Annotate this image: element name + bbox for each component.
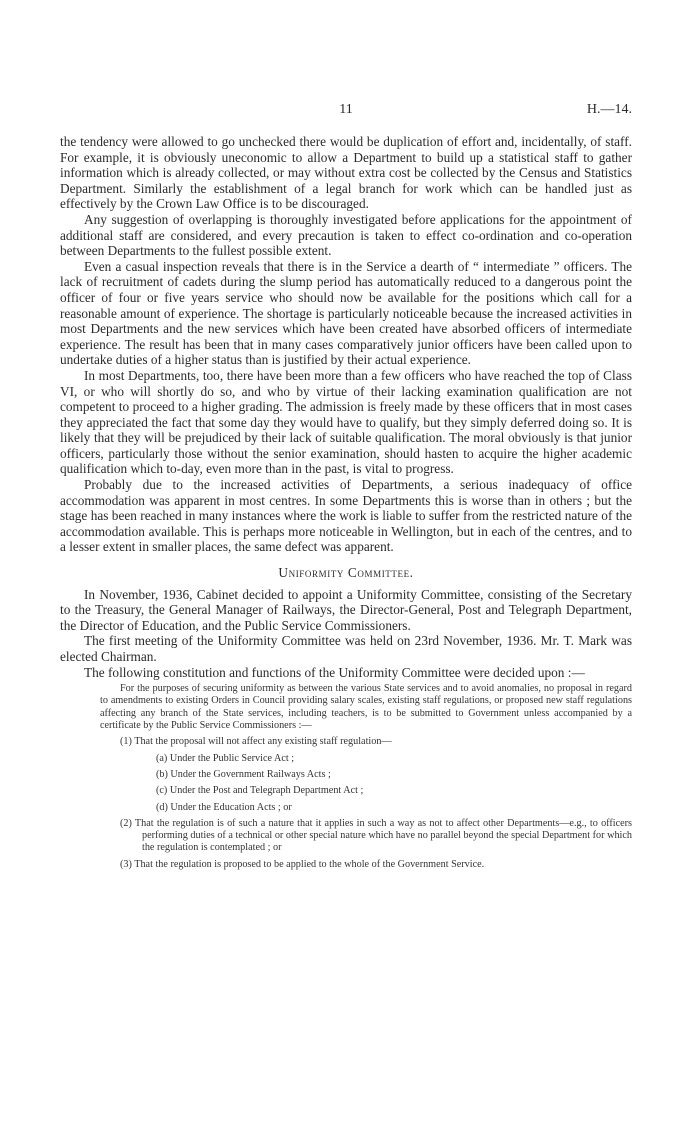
paragraph: The following constitution and functions of the Uniformity Committee were decided upon :— (84, 664, 585, 680)
quote-intro: For the purposes of securing uniformity as between the various State services and to avoid anomalies, no proposal in regard to amendments to existing Orders in Council providing salary scales, existing staff regulations, or proposed new staff regulations affecting any branch of the State services, including teachers, is to be submitted to Government unless accompanied by a certificate by the Public Service Commissioners :— (100, 683, 632, 732)
section-heading: Uniformity Committee. (278, 565, 414, 581)
paragraph: In most Departments, too, there have been more than a few officers who have reached the top of Class VI, or who will shortly do so, and who by virtue of their lacking examination qualification are not competent to proceed to a higher grading. The admission is freely made by these officers that in most cases they appreciated the fact that some day they would have to qualify, but they simply deferred doing so. It is likely that they will be prejudiced by their lack of suitable qualification. The moral obviously is that junior officers, particularly those without the senior examination, should hasten to acquire the higher academic qualification which to-day, even more than in the past, is vital to progress. (60, 367, 632, 477)
quoted-constitution (100, 683, 632, 871)
body-text (60, 134, 632, 871)
clause-1: (1) That the proposal will not affect any existing staff regulation— (120, 736, 392, 748)
subclause-d: (d) Under the Education Acts ; or (156, 801, 292, 813)
subclause-c: (c) Under the Post and Telegraph Department Act ; (156, 785, 364, 797)
paragraph: Any suggestion of overlapping is thoroughly investigated before applications for the appointment of additional staff are considered, and every precaution is taken to effect co-ordination and co-operation between Departments to the fullest possible extent. (60, 211, 632, 259)
clause-3: (3) That the regulation is proposed to be applied to the whole of the Government Service. (120, 858, 485, 870)
paragraph: Even a casual inspection reveals that there is in the Service a dearth of “ intermediate ” officers. The lack of recruitment of cadets during the slump period has automatically reduced to a dangerous point the officer of four or five years service who should now be available for the positions which call for a reasonable amount of experience. The shortage is particularly noticeable because the increased activities in most Departments and the new services which have been created have absorbed officers of intermediate experience. The result has been that in many cases comparatively junior officers have been called upon to undertake duties of a higher status than is justified by their actual experience. (60, 258, 632, 368)
paragraph: The first meeting of the Uniformity Committee was held on 23rd November, 1936. Mr. T. Mark was elected Chairman. (60, 633, 632, 664)
document-reference: H.—14. (586, 102, 632, 117)
subclause-b: (b) Under the Government Railways Acts ; (156, 768, 331, 780)
page-number: 11 (339, 102, 353, 117)
paragraph: the tendency were allowed to go unchecked there would be duplication of effort and, incidentally, of staff. For example, it is obviously uneconomic to allow a Department to build up a statistical staff to gather information which is already collected, or may without extra cost be collected by the Census and Statistics Department. Similarly the establishment of a legal branch for work which can be handled just as effectively by the Crown Law Office is to be discouraged. (60, 134, 632, 212)
page-header (60, 102, 632, 122)
paragraph: Probably due to the increased activities of Departments, a serious inadequacy of office accommodation was apparent in most centres. In some Departments this is worse than in others ; but the stage has been reached in many instances where the work is liable to suffer from the restricted nature of the accommodation available. This is perhaps more noticeable in Wellington, but in each of the centres, and to a lesser extent in smaller places, the same defect was apparent. (60, 477, 632, 555)
paragraph: In November, 1936, Cabinet decided to appoint a Uniformity Committee, consisting of the Secretary to the Treasury, the General Manager of Railways, the Director-General, Post and Telegraph Department, the Director of Education, and the Public Service Commissioners. (60, 586, 632, 633)
clause-2: (2) That the regulation is of such a nature that it applies in such a way as not to affect other Departments—e.g., to officers performing duties of a technical or other special nature which have no parallel beyond the special Department for which the regulation is contemplated ; or (120, 817, 632, 854)
subclause-a: (a) Under the Public Service Act ; (156, 752, 295, 764)
